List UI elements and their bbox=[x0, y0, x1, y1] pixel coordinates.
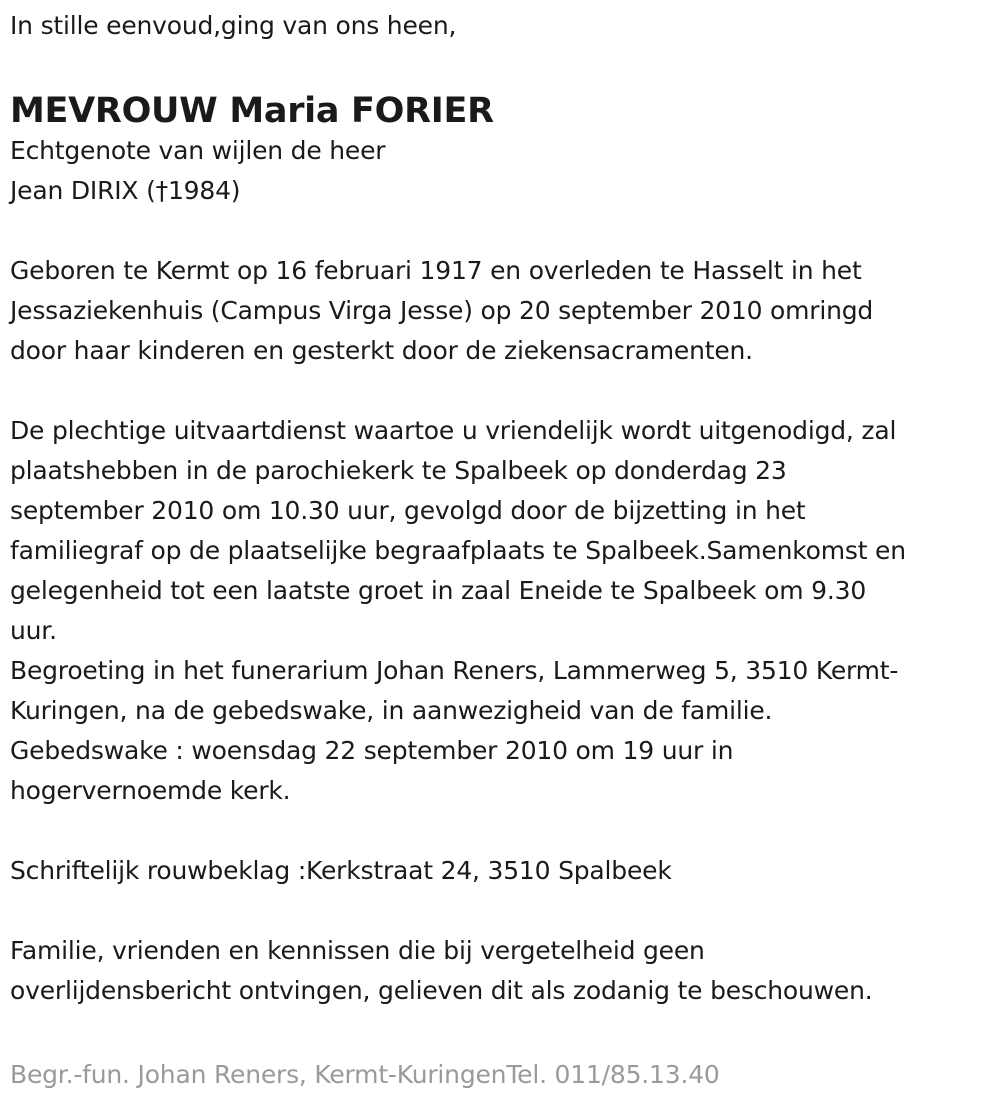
paragraph-line: hogervernoemde kerk. bbox=[10, 776, 291, 805]
death-notice bbox=[10, 0, 995, 1095]
paragraph-line: Geboren te Kermt op 16 februari 1917 en overleden te Hasselt in het bbox=[10, 256, 862, 285]
paragraph-line: door haar kinderen en gesterkt door de ziekensacramenten. bbox=[10, 336, 753, 365]
deceased-name: MEVROUW Maria FORIER bbox=[10, 91, 494, 131]
paragraph-line: Kuringen, na de gebedswake, in aanwezigheid van de familie. bbox=[10, 696, 773, 725]
intro-text: In stille eenvoud,ging van ons heen, bbox=[10, 11, 457, 40]
paragraph-line: uur. bbox=[10, 616, 57, 645]
paragraph-line: familiegraf op de plaatselijke begraafplaats te Spalbeek.Samenkomst en bbox=[10, 536, 906, 565]
spouse-name: Jean DIRIX (†1984) bbox=[10, 176, 241, 205]
funeral-paragraph bbox=[10, 411, 995, 811]
paragraph-line: Familie, vrienden en kennissen die bij vergetelheid geen bbox=[10, 936, 705, 965]
condolence-address: Schriftelijk rouwbeklag :Kerkstraat 24, 3510 Spalbeek bbox=[10, 856, 672, 885]
paragraph-line: Begroeting in het funerarium Johan Reners, Lammerweg 5, 3510 Kermt- bbox=[10, 656, 899, 685]
paragraph-line: Gebedswake : woensdag 22 september 2010 om 19 uur in bbox=[10, 736, 734, 765]
paragraph-line: plaatshebben in de parochiekerk te Spalbeek op donderdag 23 bbox=[10, 456, 787, 485]
funeral-home-footer: Begr.-fun. Johan Reners, Kermt-KuringenTel. 011/85.13.40 bbox=[10, 1060, 720, 1089]
closing-paragraph bbox=[10, 931, 995, 1011]
paragraph-line: Jessaziekenhuis (Campus Virga Jesse) op 20 september 2010 omringd bbox=[10, 296, 874, 325]
paragraph-line: gelegenheid tot een laatste groet in zaal Eneide te Spalbeek om 9.30 bbox=[10, 576, 867, 605]
paragraph-line: overlijdensbericht ontvingen, gelieven dit als zodanig te beschouwen. bbox=[10, 976, 873, 1005]
paragraph-line: september 2010 om 10.30 uur, gevolgd door de bijzetting in het bbox=[10, 496, 806, 525]
paragraph-line: De plechtige uitvaartdienst waartoe u vriendelijk wordt uitgenodigd, zal bbox=[10, 416, 897, 445]
spouse-line: Echtgenote van wijlen de heer bbox=[10, 136, 386, 165]
birth-death-paragraph bbox=[10, 251, 995, 371]
